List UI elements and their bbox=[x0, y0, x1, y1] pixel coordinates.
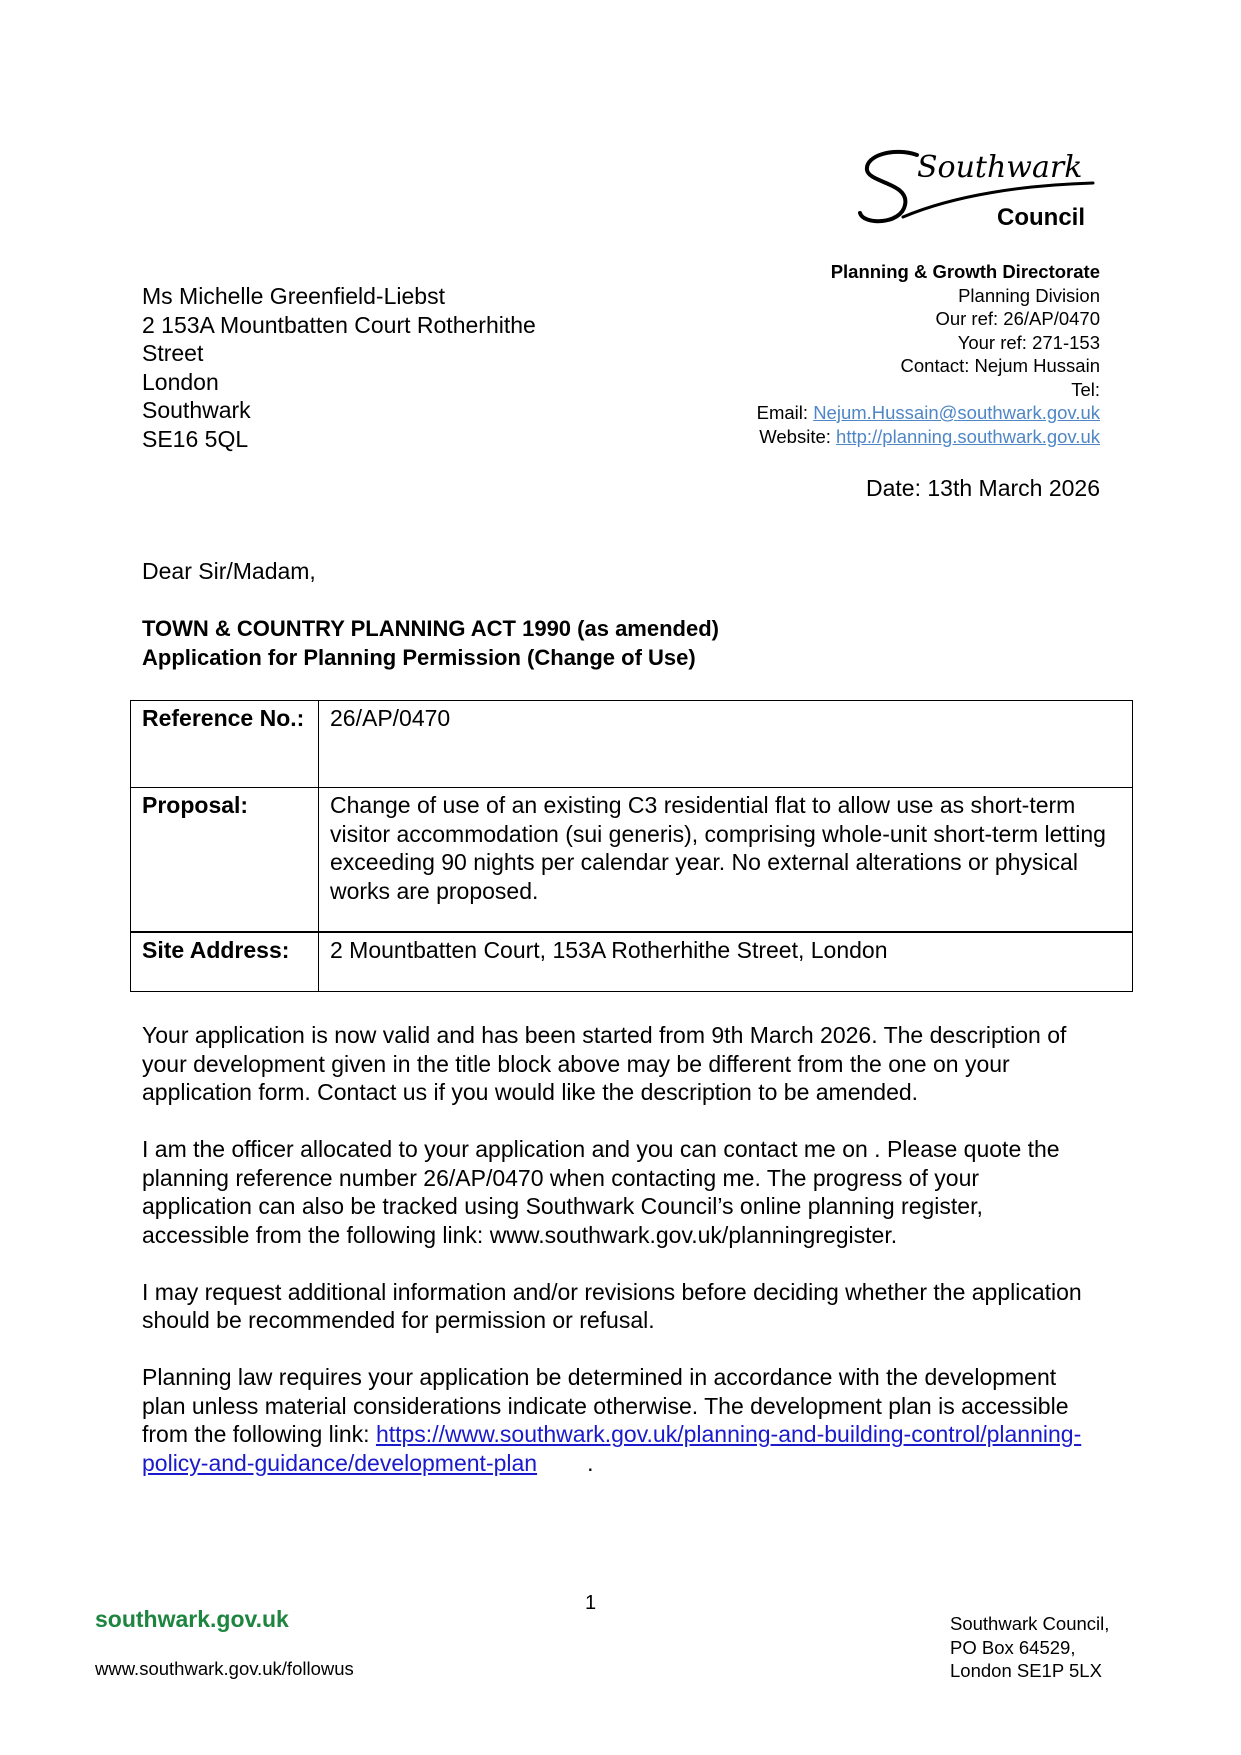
letter-body bbox=[142, 1021, 1092, 1506]
development-plan-link[interactable]: https://www.southwark.gov.uk/planning-and-building-control/planning-policy-and-guidance/development-plan bbox=[142, 1421, 1082, 1476]
letter-heading bbox=[142, 614, 719, 672]
recipient-line: 2 153A Mountbatten Court Rotherhithe bbox=[142, 311, 536, 338]
footer-address-line: Southwark Council, bbox=[950, 1613, 1110, 1634]
email-label: Email: bbox=[756, 402, 814, 423]
paragraph-officer: I am the officer allocated to your application and you can contact me on . Please quote the planning reference number 26/AP/0470 when contacting me. The progress of your application can also be tracked using Southwark Council’s online planning register, accessible from the following link: www.southwark.gov.uk/planningregister. bbox=[142, 1136, 1060, 1248]
email-link[interactable]: Nejum.Hussain@southwark.gov.uk bbox=[813, 402, 1100, 423]
our-ref: Our ref: 26/AP/0470 bbox=[935, 308, 1100, 329]
site-address-label: Site Address: bbox=[131, 932, 319, 992]
division: Planning Division bbox=[958, 284, 1100, 306]
footer-brand-link[interactable]: southwark.gov.uk bbox=[95, 1606, 289, 1632]
recipient-line: Southwark bbox=[142, 397, 251, 423]
proposal-label: Proposal: bbox=[131, 788, 319, 933]
telephone: Tel: bbox=[1071, 378, 1100, 400]
footer-address-line: PO Box 64529, bbox=[950, 1636, 1076, 1658]
southwark-council-logo bbox=[855, 125, 1100, 240]
recipient-line: Ms Michelle Greenfield-Liebst bbox=[142, 283, 445, 309]
recipient-line: London bbox=[142, 368, 219, 395]
letter-date: Date: 13th March 2026 bbox=[866, 475, 1100, 501]
page-number: 1 bbox=[585, 1592, 597, 1614]
reference-label: Reference No.: bbox=[131, 701, 319, 788]
paragraph-revisions: I may request additional information and/or revisions before deciding whether the application should be recommended for permission or refusal. bbox=[142, 1278, 1082, 1333]
paragraph-development-plan bbox=[142, 1363, 1092, 1477]
website-line bbox=[757, 425, 1100, 449]
sender-details bbox=[757, 260, 1100, 448]
directorate-title: Planning & Growth Directorate bbox=[830, 261, 1100, 282]
table-row bbox=[131, 788, 1133, 933]
salutation: Dear Sir/Madam, bbox=[142, 558, 316, 584]
heading-act: TOWN & COUNTRY PLANNING ACT 1990 (as amended) bbox=[142, 616, 719, 641]
logo-script-text: Southwark bbox=[917, 150, 1083, 185]
your-ref: Your ref: 271-153 bbox=[957, 331, 1100, 353]
footer-address bbox=[950, 1612, 1109, 1683]
recipient-address bbox=[142, 282, 536, 453]
southwark-script-logo-icon bbox=[855, 125, 1100, 240]
paragraph-validity: Your application is now valid and has been started from 9th March 2026. The description of your development given in the title block above may be different from the one on your application form. Contact us if you would like the description to be amended. bbox=[142, 1022, 1067, 1105]
application-details-table bbox=[130, 700, 1133, 992]
site-address-value: 2 Mountbatten Court, 153A Rotherhithe Street, London bbox=[319, 932, 1133, 992]
heading-application: Application for Planning Permission (Change of Use) bbox=[142, 645, 696, 670]
footer-follow-link[interactable]: www.southwark.gov.uk/followus bbox=[95, 1658, 354, 1679]
website-label: Website: bbox=[759, 425, 837, 447]
contact-name: Contact: Nejum Hussain bbox=[900, 355, 1100, 376]
trailing-period: . bbox=[587, 1449, 594, 1476]
development-plan-text: Planning law requires your application be determined in accordance with the development plan unless material considerations indicate otherwise. The development plan is accessible from the following link: bbox=[142, 1364, 1069, 1447]
footer-address-line: London SE1P 5LX bbox=[950, 1660, 1102, 1681]
table-row bbox=[131, 932, 1133, 992]
recipient-line: SE16 5QL bbox=[142, 425, 249, 452]
recipient-line: Street bbox=[142, 340, 204, 366]
website-link[interactable]: http://planning.southwark.gov.uk bbox=[836, 425, 1100, 447]
proposal-value: Change of use of an existing C3 residential flat to allow use as short-term visitor accommodation (sui generis), comprising whole-unit short-term letting exceeding 90 nights per calendar year. No external alterations or physical works are proposed. bbox=[319, 788, 1133, 933]
table-row bbox=[131, 701, 1133, 788]
reference-value: 26/AP/0470 bbox=[319, 701, 1133, 788]
logo-council-text: Council bbox=[997, 204, 1085, 231]
email-line bbox=[757, 401, 1100, 425]
